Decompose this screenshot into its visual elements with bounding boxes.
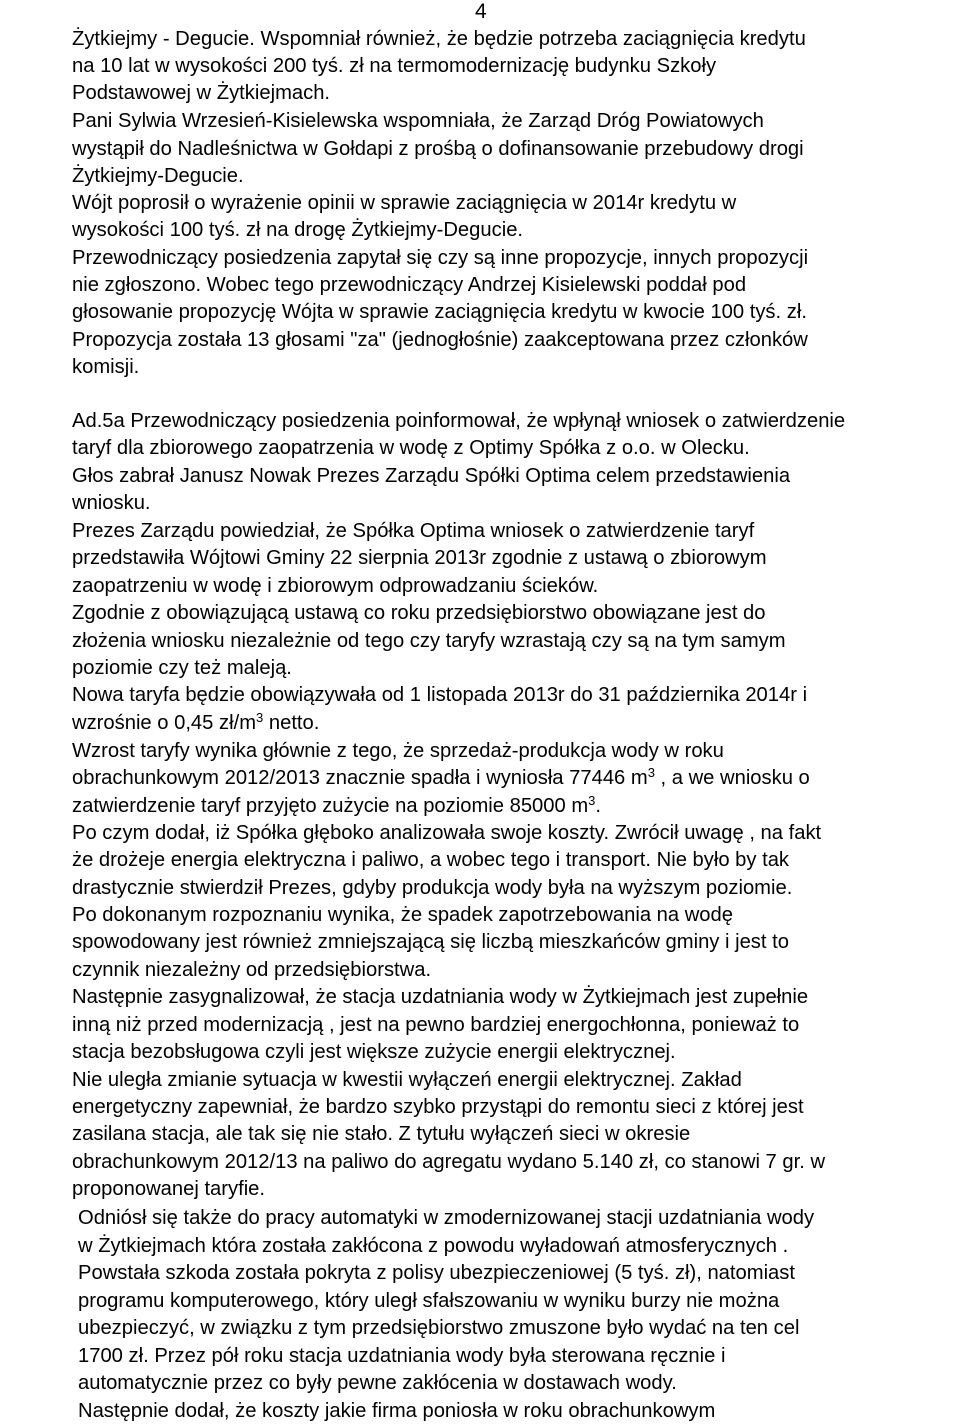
text-line: zatwierdzenie taryf przyjęto zużycie na poziomie 85000 $m^3$. bbox=[72, 793, 601, 817]
text-line: nie zgłoszono. Wobec tego przewodniczący Andrzej Kisielewski poddał pod bbox=[72, 274, 747, 296]
text-line: wystąpił do Nadleśnictwa w Gołdapi z prośbą o dofinansowanie przebudowy drogi bbox=[72, 138, 804, 160]
text-line: obrachunkowym 2012/2013 znacznie spadła i wyniosła 77446 $m^3$ , a we wniosku o bbox=[72, 765, 810, 789]
text-line: obrachunkowym 2012/13 na paliwo do agregatu wydano 5.140 zł, co stanowi 7 gr. w bbox=[72, 1151, 826, 1173]
text-line: złożenia wniosku niezależnie od tego czy taryfy wzrastają czy są na tym samym bbox=[72, 630, 786, 652]
text-line: ubezpieczyć, w związku z tym przedsiębiorstwo zmuszone było wydać na ten cel bbox=[78, 1317, 800, 1339]
text-line: stacja bezobsługowa czyli jest większe zużycie energii elektrycznej. bbox=[72, 1041, 676, 1063]
text-line: wysokości 100 tyś. zł na drogę Żytkiejmy-Degucie. bbox=[72, 219, 524, 241]
page-number: 4 bbox=[475, 0, 487, 23]
text-line: Wójt poprosił o wyrażenie opinii w sprawie zaciągnięcia w 2014r kredytu w bbox=[72, 192, 737, 214]
text-line: Przewodniczący posiedzenia zapytał się czy są inne propozycje, innych propozycji bbox=[72, 247, 809, 269]
text-line: Głos zabrał Janusz Nowak Prezes Zarządu Spółki Optima celem przedstawienia bbox=[72, 465, 791, 487]
text-line: Żytkiejmy - Degucie. Wspomniał również, że będzie potrzeba zaciągnięcia kredytu bbox=[72, 28, 806, 50]
text-line: czynnik niezależny od przedsiębiorstwa. bbox=[72, 959, 432, 981]
text-line: automatycznie przez co były pewne zakłócenia w dostawach wody. bbox=[78, 1372, 677, 1394]
text-line: głosowanie propozycję Wójta w sprawie zaciągnięcia kredytu w kwocie 100 tyś. zł. bbox=[72, 301, 807, 323]
text-line: poziomie czy też maleją. bbox=[72, 657, 292, 679]
text-line: Nie uległa zmianie sytuacja w kwestii wyłączeń energii elektrycznej. Zakład bbox=[72, 1069, 742, 1091]
text-line: zaopatrzeniu w wodę i zbiorowym odprowadzaniu ścieków. bbox=[72, 575, 599, 597]
text-line: energetyczny zapewniał, że bardzo szybko przystąpi do remontu sieci z której jest bbox=[72, 1096, 804, 1118]
text-line: proponowanej taryfie. bbox=[72, 1178, 266, 1200]
text-line: wniosku. bbox=[72, 492, 151, 514]
text-line: Nowa taryfa będzie obowiązywała od 1 listopada 2013r do 31 października 2014r i bbox=[72, 684, 808, 706]
text-line: programu komputerowego, który uległ sfałszowaniu w wyniku burzy nie można bbox=[78, 1290, 780, 1312]
text-line: Propozycja została 13 głosami "za" (jednogłośnie) zaakceptowana przez członków bbox=[72, 329, 808, 351]
text-line: na 10 lat w wysokości 200 tyś. zł na termomodernizację budynku Szkoły bbox=[72, 55, 717, 77]
text-line: Wzrost taryfy wynika głównie z tego, że sprzedaż-produkcja wody w roku bbox=[72, 740, 724, 762]
text-line: taryf dla zbiorowego zaopatrzenia w wodę z Optimy Spółka z o.o. w Olecku. bbox=[72, 437, 750, 459]
text-line: drastycznie stwierdził Prezes, gdyby produkcja wody była na wyższym poziomie. bbox=[72, 877, 793, 899]
text-line: Ad.5a Przewodniczący posiedzenia poinformował, że wpłynął wniosek o zatwierdzenie bbox=[72, 410, 846, 432]
text-line: Odniósł się także do pracy automatyki w zmodernizowanej stacji uzdatniania wody bbox=[78, 1207, 815, 1229]
text-line: Następnie zasygnalizował, że stacja uzdatniania wody w Żytkiejmach jest zupełnie bbox=[72, 986, 809, 1008]
text-line: w Żytkiejmach która została zakłócona z powodu wyładowań atmosferycznych . bbox=[78, 1235, 789, 1257]
text-line: wzrośnie o 0,45 $zł/m^3$ netto. bbox=[72, 710, 320, 734]
text-line: inną niż przed modernizacją , jest na pewno bardziej energochłonna, ponieważ to bbox=[72, 1014, 800, 1036]
text-line: Prezes Zarządu powiedział, że Spółka Optima wniosek o zatwierdzenie taryf bbox=[72, 520, 755, 542]
text-line: Następnie dodał, że koszty jakie firma poniosła w roku obrachunkowym bbox=[78, 1400, 716, 1422]
text-line: Żytkiejmy-Degucie. bbox=[72, 165, 244, 187]
text-line: Powstała szkoda została pokryta z polisy ubezpieczeniowej (5 tyś. zł), natomiast bbox=[78, 1262, 795, 1284]
text-line: że drożeje energia elektryczna i paliwo, a wobec tego i transport. Nie było by tak bbox=[72, 849, 790, 871]
text-line: Pani Sylwia Wrzesień-Kisielewska wspomniała, że Zarząd Dróg Powiatowych bbox=[72, 110, 764, 132]
text-line: Podstawowej w Żytkiejmach. bbox=[72, 82, 331, 104]
text-line: Po czym dodał, iż Spółka głęboko analizowała swoje koszty. Zwrócił uwagę , na fakt bbox=[72, 822, 822, 844]
text-line: spowodowany jest również zmniejszającą się liczbą mieszkańców gminy i jest to bbox=[72, 931, 789, 953]
text-line: zasilana stacja, ale tak się nie stało. Z tytułu wyłączeń sieci w okresie bbox=[72, 1123, 691, 1145]
text-line: przedstawiła Wójtowi Gminy 22 sierpnia 2013r zgodnie z ustawą o zbiorowym bbox=[72, 547, 767, 569]
text-line: 1700 zł. Przez pół roku stacja uzdatniania wody była sterowana ręcznie i bbox=[78, 1345, 726, 1367]
text-line: komisji. bbox=[72, 356, 140, 378]
text-line: Zgodnie z obowiązującą ustawą co roku przedsiębiorstwo obowiązane jest do bbox=[72, 602, 766, 624]
text-line: Po dokonanym rozpoznaniu wynika, że spadek zapotrzebowania na wodę bbox=[72, 904, 733, 926]
